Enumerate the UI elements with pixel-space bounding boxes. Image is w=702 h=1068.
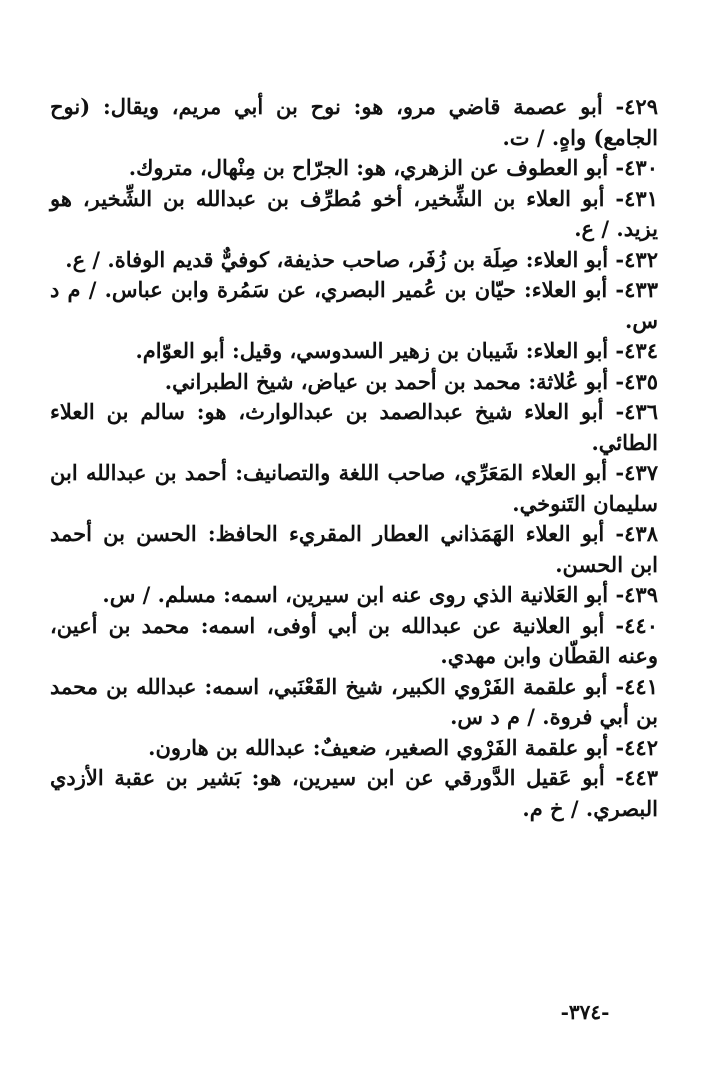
entry-435: ٤٣٥- أبو عُلاثة: محمد بن أحمد بن عياض، شيخ الطبراني. <box>164 368 658 394</box>
entry-432: ٤٣٢- أبو العلاء: صِلَة بن زُفَر، صاحب حذيفة، كوفيٌّ قديم الوفاة. / ع. <box>65 246 658 272</box>
entry-438: ٤٣٨- أبو العلاء الهَمَذاني العطار المقريء الحافظ: الحسن بن أحمد ابن الحسن. <box>50 521 658 577</box>
entry-440: ٤٤٠- أبو العلانية عن عبدالله بن أبي أوفى، اسمه: محمد بن أعين، وعنه القطّان وابن مهدي. <box>50 612 658 668</box>
entry-list <box>50 92 658 824</box>
entry-437: ٤٣٧- أبو العلاء المَعَرِّي، صاحب اللغة والتصانيف: أحمد بن عبدالله ابن سليمان التَنوخي. <box>50 460 658 516</box>
entry-431: ٤٣١- أبو العلاء بن الشِّخير، أخو مُطرِّف بن عبدالله بن الشِّخير، هو يزيد. / ع. <box>50 185 658 241</box>
entry-443: ٤٤٣- أبو عَقيل الدَّورقي عن ابن سيرين، هو: بَشير بن عقبة الأزدي البصري. / خ م. <box>50 765 658 821</box>
entry-429: ٤٢٩- أبو عصمة قاضي مرو، هو: نوح بن أبي مريم، ويقال: (نوح الجامع) واهٍ. / ت. <box>50 94 658 150</box>
entry-439: ٤٣٩- أبو العَلانية الذي روى عنه ابن سيرين، اسمه: مسلم. / س. <box>102 582 658 607</box>
entry-442: ٤٤٢- أبو علقمة الفَرْوي الصغير، ضعيفٌ: عبدالله بن هارون. <box>148 734 658 760</box>
entry-436: ٤٣٦- أبو العلاء شيخ عبدالصمد بن عبدالوارث، هو: سالم بن العلاء الطائي. <box>50 399 658 455</box>
page-number: -٣٧٤- <box>560 1000 610 1024</box>
entry-433: ٤٣٣- أبو العلاء: حيّان بن عُمير البصري، عن سَمُرة وابن عباس. / م د س. <box>50 277 658 333</box>
entry-430: ٤٣٠- أبو العطوف عن الزهري، هو: الجرّاح بن مِنْهال، متروك. <box>128 155 658 180</box>
entry-434: ٤٣٤- أبو العلاء: شَيبان بن زهير السدوسي، وقيل: أبو العوّام. <box>135 338 658 363</box>
entry-441: ٤٤١- أبو علقمة الفَرْوي الكبير، شيخ القَعْنَبي، اسمه: عبدالله بن محمد بن أبي فروة. / م د س. <box>50 673 658 729</box>
